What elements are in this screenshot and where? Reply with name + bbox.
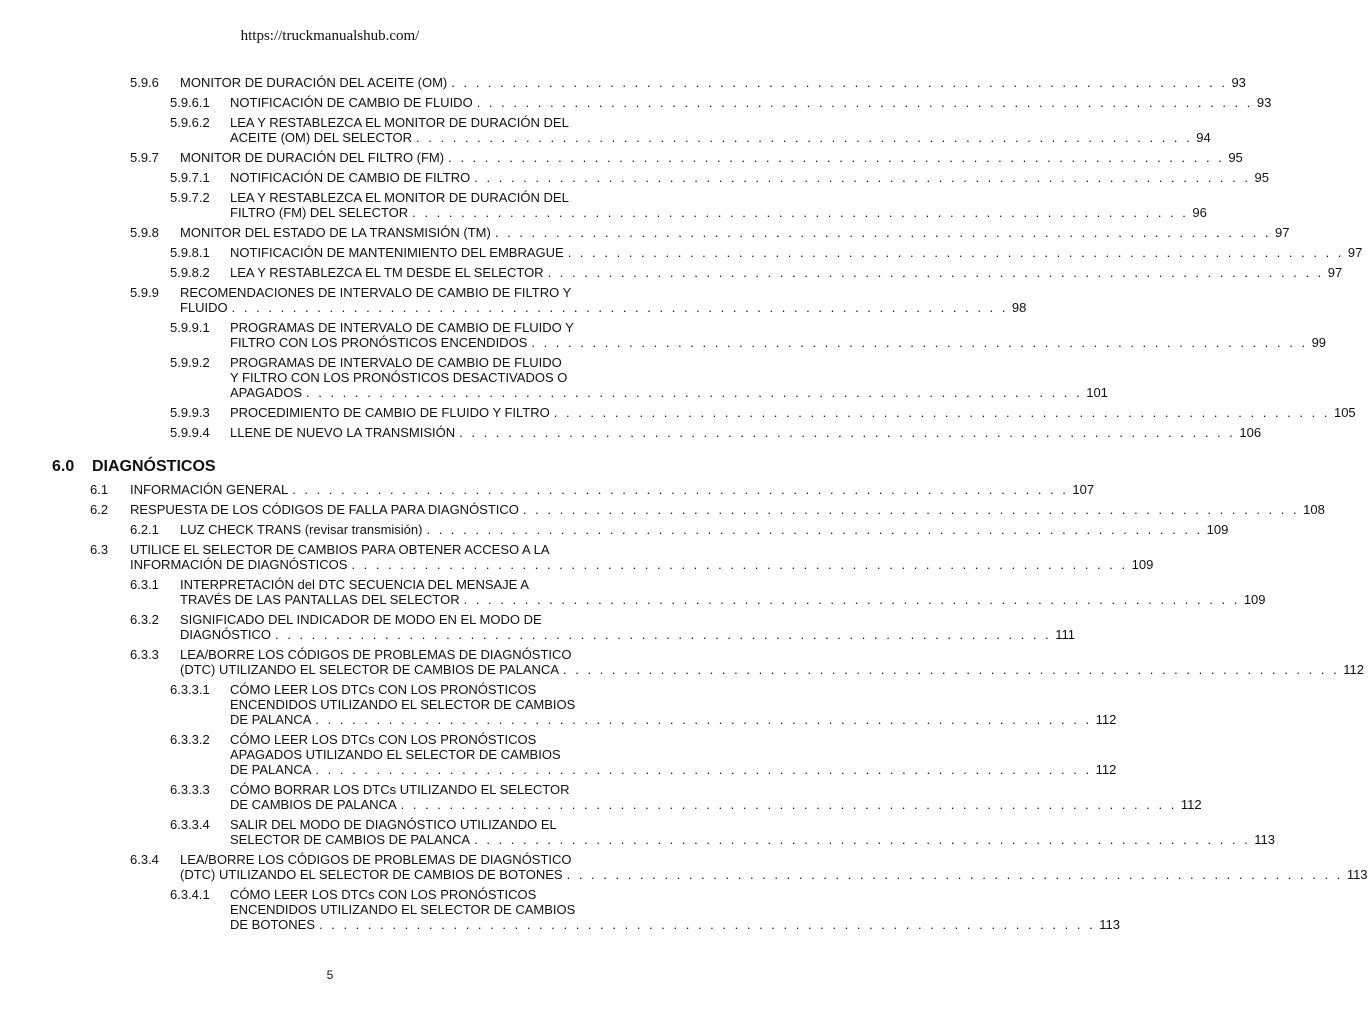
- toc-entry-title-line: SIGNIFICADO DEL INDICADOR DE MODO EN EL MODO DE: [180, 612, 542, 627]
- toc-entry[interactable]: [130, 647, 1364, 677]
- toc-entry[interactable]: [130, 522, 1229, 537]
- toc-entry[interactable]: [170, 170, 1269, 185]
- toc-entry-number: 6.3.4.1: [170, 887, 210, 902]
- toc-entry[interactable]: [130, 225, 1290, 240]
- toc-entry-title-line: PROCEDIMIENTO DE CAMBIO DE FLUIDO Y FILTRO: [230, 405, 550, 420]
- toc-entry-number: 5.9.6.1: [170, 95, 210, 110]
- toc-entry-number: 5.9.7.1: [170, 170, 210, 185]
- dot-leader: . . . . . . . . . . . . . . . . . . . . . . . . . . . . . . . . . . . . . . . . . . . . . . . . . . . . . . . . . . . . . . . .: [292, 482, 1069, 497]
- dot-leader: . . . . . . . . . . . . . . . . . . . . . . . . . . . . . . . . . . . . . . . . . . . . . . . . . . . . . . . . . . . . . . . .: [531, 335, 1308, 350]
- toc-entry[interactable]: [170, 115, 1211, 145]
- toc-entry-page: 108: [1303, 502, 1325, 517]
- toc-entry-page: 101: [1086, 385, 1108, 400]
- toc-entry-number: 5.9.8.1: [170, 245, 210, 260]
- toc-entry-page: 111: [1055, 627, 1075, 642]
- toc-entry-body: [130, 482, 1095, 497]
- toc-entry-page: 97: [1275, 225, 1290, 240]
- toc-entry-body: [230, 170, 1269, 185]
- toc-entry-number: 6.3.3.4: [170, 817, 210, 832]
- toc-entry-title-line: Y FILTRO CON LOS PRONÓSTICOS DESACTIVADOS O: [230, 370, 568, 385]
- toc-entry-number: 6.3.4: [130, 852, 159, 867]
- toc-entry-title-line: APAGADOS: [230, 385, 303, 400]
- toc-entry-number: 6.3.3: [130, 647, 159, 662]
- toc-entry-body: [180, 522, 1229, 537]
- dot-leader: . . . . . . . . . . . . . . . . . . . . . . . . . . . . . . . . . . . . . . . . . . . . . . . . . . . . . . . . . . . . . . . .: [476, 95, 1253, 110]
- toc-entry-title-line: LLENE DE NUEVO LA TRANSMISIÓN: [230, 425, 456, 440]
- toc-entry-title-line: APAGADOS UTILIZANDO EL SELECTOR DE CAMBIOS: [230, 747, 561, 762]
- toc-entry[interactable]: [170, 682, 1117, 727]
- toc-entry-title-line: PROGRAMAS DE INTERVALO DE CAMBIO DE FLUIDO: [230, 355, 562, 370]
- toc-entry-number: 6.3.2: [130, 612, 159, 627]
- toc-entry-title-line: LUZ CHECK TRANS (revisar transmisión): [180, 522, 423, 537]
- toc-entry-number: 5.9.6: [130, 75, 159, 90]
- toc-entry-number: 6.2.1: [130, 522, 159, 537]
- toc-entry[interactable]: [170, 320, 1327, 350]
- toc-entry-number: 6.3: [90, 542, 109, 557]
- toc-entry-page: 112: [1095, 712, 1117, 727]
- toc-entry-page: 106: [1239, 425, 1262, 440]
- dot-leader: . . . . . . . . . . . . . . . . . . . . . . . . . . . . . . . . . . . . . . . . . . . . . . . . . . . . . . . . . . . . . . . .: [463, 592, 1240, 607]
- dot-leader: . . . . . . . . . . . . . . . . . . . . . . . . . . . . . . . . . . . . . . . . . . . . . . . . . . . . . . . . . . . . . . . .: [306, 385, 1083, 400]
- toc-entry-title-line: DE BOTONES: [230, 917, 316, 932]
- dot-leader: . . . . . . . . . . . . . . . . . . . . . . . . . . . . . . . . . . . . . . . . . . . . . . . . . . . . . . . . . . . . . . . .: [459, 425, 1236, 440]
- toc-entry-body: [130, 502, 1325, 517]
- toc-entry-body: [180, 150, 1243, 165]
- toc-entry-number: 6.1: [90, 482, 109, 497]
- toc-entry-title-line: CÓMO BORRAR LOS DTCs UTILIZANDO EL SELECTOR: [230, 782, 570, 797]
- toc-entry-body: [230, 190, 1207, 220]
- toc-entry-page: 105: [1333, 405, 1356, 420]
- section-heading: [52, 458, 216, 476]
- toc-entry-title-line: (DTC) UTILIZANDO EL SELECTOR DE CAMBIOS DE PALANCA: [180, 662, 559, 677]
- toc-entry-title-line: CÓMO LEER LOS DTCs CON LOS PRONÓSTICOS: [230, 732, 537, 747]
- toc-entry-number: 5.9.8: [130, 225, 159, 240]
- toc-entry-page: 113: [1346, 867, 1368, 882]
- dot-leader: . . . . . . . . . . . . . . . . . . . . . . . . . . . . . . . . . . . . . . . . . . . . . . . . . . . . . . . . . . . . . . . .: [451, 75, 1228, 90]
- toc-entry-body: [230, 320, 1327, 350]
- toc-entry-title-line: INFORMACIÓN GENERAL: [130, 482, 289, 497]
- dot-leader: . . . . . . . . . . . . . . . . . . . . . . . . . . . . . . . . . . . . . . . . . . . . . . . . . . . . . . . . . . . . . . . .: [566, 867, 1343, 882]
- toc-entry-title-line: (DTC) UTILIZANDO EL SELECTOR DE CAMBIOS DE BOTONES: [180, 867, 563, 882]
- toc-entry-page: 97: [1327, 265, 1343, 280]
- toc-entry-body: [180, 75, 1246, 90]
- page-number: 5: [326, 968, 334, 982]
- dot-leader: . . . . . . . . . . . . . . . . . . . . . . . . . . . . . . . . . . . . . . . . . . . . . . . . . . . . . . . . . . . . . . . .: [547, 265, 1324, 280]
- toc-entry-body: [180, 577, 1266, 607]
- toc-entry-title-line: CÓMO LEER LOS DTCs CON LOS PRONÓSTICOS: [230, 887, 537, 902]
- toc-entry-title-line: ENCENDIDOS UTILIZANDO EL SELECTOR DE CAMBIOS: [230, 902, 576, 917]
- dot-leader: . . . . . . . . . . . . . . . . . . . . . . . . . . . . . . . . . . . . . . . . . . . . . . . . . . . . . . . . . . . . . . . .: [400, 797, 1177, 812]
- toc-entry-body: [230, 115, 1211, 145]
- toc-entry-number: 5.9.7: [130, 150, 159, 165]
- toc-entry-body: [230, 732, 1117, 777]
- toc-entry-title-line: INFORMACIÓN DE DIAGNÓSTICOS: [130, 557, 348, 572]
- toc-entry-body: [230, 682, 1117, 727]
- toc-entry-title-line: LEA/BORRE LOS CÓDIGOS DE PROBLEMAS DE DIAGNÓSTICO: [180, 647, 572, 662]
- toc-entry-page: 95: [1254, 170, 1269, 185]
- toc-entry-body: [230, 887, 1120, 932]
- dot-leader: . . . . . . . . . . . . . . . . . . . . . . . . . . . . . . . . . . . . . . . . . . . . . . . . . . . . . . . . . . . . . . . .: [448, 150, 1225, 165]
- toc-entry-page: 98: [1011, 300, 1027, 315]
- toc-entry-number: 5.9.9.3: [170, 405, 210, 420]
- toc-entry-number: 5.9.9: [130, 285, 159, 300]
- toc-entry-number: 5.9.9.1: [170, 320, 210, 335]
- toc-entry[interactable]: [170, 405, 1356, 420]
- toc-entry-number: 5.9.9.2: [170, 355, 210, 370]
- toc-entry-page: 109: [1243, 592, 1266, 607]
- toc-entry-title-line: DE PALANCA: [230, 712, 312, 727]
- toc-entry-page: 96: [1192, 205, 1207, 220]
- toc-entry-number: 6.3.3.1: [170, 682, 210, 697]
- toc-entry[interactable]: [90, 502, 1325, 517]
- toc-entry[interactable]: [170, 95, 1272, 110]
- toc-entry-page: 109: [1131, 557, 1154, 572]
- toc-entry-page: 94: [1196, 130, 1211, 145]
- toc-entry-body: [180, 285, 1027, 315]
- toc-entry[interactable]: [130, 285, 1027, 315]
- toc-entry-title-line: LEA Y RESTABLEZCA EL MONITOR DE DURACIÓN DEL: [230, 115, 569, 130]
- toc-entry[interactable]: [90, 482, 1095, 497]
- toc-entry[interactable]: [130, 75, 1246, 90]
- toc-entry-body: [180, 647, 1364, 677]
- toc-entry-page: 113: [1254, 832, 1276, 847]
- toc-entry[interactable]: [130, 612, 1075, 642]
- dot-leader: . . . . . . . . . . . . . . . . . . . . . . . . . . . . . . . . . . . . . . . . . . . . . . . . . . . . . . . . . . . . . . . .: [319, 917, 1096, 932]
- dot-leader: . . . . . . . . . . . . . . . . . . . . . . . . . . . . . . . . . . . . . . . . . . . . . . . . . . . . . . . . . . . . . . . .: [315, 762, 1092, 777]
- toc-entry-page: 112: [1180, 797, 1202, 812]
- toc-entry[interactable]: [170, 190, 1207, 220]
- dot-leader: . . . . . . . . . . . . . . . . . . . . . . . . . . . . . . . . . . . . . . . . . . . . . . . . . . . . . . . . . . . . . . . .: [412, 205, 1189, 220]
- dot-leader: . . . . . . . . . . . . . . . . . . . . . . . . . . . . . . . . . . . . . . . . . . . . . . . . . . . . . . . . . . . . . . . .: [563, 662, 1340, 677]
- toc-entry-number: 6.2: [90, 502, 109, 517]
- toc-entry-title-line: RECOMENDACIONES DE INTERVALO DE CAMBIO DE FILTRO Y: [180, 285, 572, 300]
- dot-leader: . . . . . . . . . . . . . . . . . . . . . . . . . . . . . . . . . . . . . . . . . . . . . . . . . . . . . . . . . . . . . . . .: [426, 522, 1203, 537]
- toc-entry-title-line: INTERPRETACIÓN del DTC SECUENCIA DEL MENSAJE A: [180, 577, 529, 592]
- dot-leader: . . . . . . . . . . . . . . . . . . . . . . . . . . . . . . . . . . . . . . . . . . . . . . . . . . . . . . . . . . . . . . . .: [553, 405, 1330, 420]
- toc-entry-body: [230, 95, 1272, 110]
- toc-entry-title-line: SALIR DEL MODO DE DIAGNÓSTICO UTILIZANDO EL: [230, 817, 557, 832]
- toc-entry-body: [180, 612, 1075, 642]
- toc-entry-body: [230, 355, 1108, 400]
- toc-entry-title-line: MONITOR DE DURACIÓN DEL ACEITE (OM): [180, 75, 448, 90]
- toc-entry-number: 6.3.1: [130, 577, 159, 592]
- toc-entry-page: 109: [1206, 522, 1229, 537]
- dot-leader: . . . . . . . . . . . . . . . . . . . . . . . . . . . . . . . . . . . . . . . . . . . . . . . . . . . . . . . . . . . . . . . .: [275, 627, 1052, 642]
- toc-entry-body: [230, 265, 1343, 280]
- toc-entry-body: [230, 782, 1202, 812]
- dot-leader: . . . . . . . . . . . . . . . . . . . . . . . . . . . . . . . . . . . . . . . . . . . . . . . . . . . . . . . . . . . . . . . .: [474, 832, 1251, 847]
- toc-entry-title-line: SELECTOR DE CAMBIOS DE PALANCA: [230, 832, 471, 847]
- section-heading-number: 6.0: [52, 458, 75, 475]
- toc-entry-page: 107: [1072, 482, 1095, 497]
- section-heading-title: DIAGNÓSTICOS: [92, 458, 216, 475]
- toc-entry-title-line: UTILICE EL SELECTOR DE CAMBIOS PARA OBTENER ACCESO A LA: [130, 542, 550, 557]
- toc-entry-title-line: FILTRO CON LOS PRONÓSTICOS ENCENDIDOS: [230, 335, 528, 350]
- dot-leader: . . . . . . . . . . . . . . . . . . . . . . . . . . . . . . . . . . . . . . . . . . . . . . . . . . . . . . . . . . . . . . . .: [494, 225, 1272, 240]
- toc-entry-title-line: DIAGNÓSTICO: [180, 627, 272, 642]
- dot-leader: . . . . . . . . . . . . . . . . . . . . . . . . . . . . . . . . . . . . . . . . . . . . . . . . . . . . . . . . . . . . . . . .: [567, 245, 1344, 260]
- toc-entry-title-line: ENCENDIDOS UTILIZANDO EL SELECTOR DE CAMBIOS: [230, 697, 576, 712]
- toc-entry-page: 95: [1228, 150, 1243, 165]
- toc-entry-body: [180, 852, 1368, 882]
- toc-entry[interactable]: [170, 245, 1363, 260]
- toc-entry-title-line: NOTIFICACIÓN DE MANTENIMIENTO DEL EMBRAGUE: [230, 245, 564, 260]
- dot-leader: . . . . . . . . . . . . . . . . . . . . . . . . . . . . . . . . . . . . . . . . . . . . . . . . . . . . . . . . . . . . . . . .: [474, 170, 1251, 185]
- toc-entry-title-line: NOTIFICACIÓN DE CAMBIO DE FLUIDO: [230, 95, 473, 110]
- dot-leader: . . . . . . . . . . . . . . . . . . . . . . . . . . . . . . . . . . . . . . . . . . . . . . . . . . . . . . . . . . . . . . . .: [522, 502, 1300, 517]
- toc-entry-page: 99: [1311, 335, 1327, 350]
- toc-entry-page: 97: [1347, 245, 1363, 260]
- site-url: https://truckmanualshub.com/: [240, 28, 420, 44]
- toc-entry-body: [230, 405, 1356, 420]
- toc-entry-title-line: DE PALANCA: [230, 762, 312, 777]
- toc-entry-page: 113: [1099, 917, 1120, 932]
- toc-entry-body: [180, 225, 1290, 240]
- toc-entry[interactable]: [170, 265, 1343, 280]
- toc-entry[interactable]: [170, 732, 1117, 777]
- toc-entry-title-line: MONITOR DE DURACIÓN DEL FILTRO (FM): [180, 150, 445, 165]
- toc-entry-number: 5.9.9.4: [170, 425, 210, 440]
- toc-entry[interactable]: [130, 150, 1243, 165]
- toc-entry[interactable]: [170, 887, 1120, 932]
- toc-entry-number: 5.9.7.2: [170, 190, 210, 205]
- toc-entry-title-line: FILTRO (FM) DEL SELECTOR: [230, 205, 409, 220]
- toc-entry[interactable]: [170, 782, 1202, 812]
- dot-leader: . . . . . . . . . . . . . . . . . . . . . . . . . . . . . . . . . . . . . . . . . . . . . . . . . . . . . . . . . . . . . . . .: [231, 300, 1008, 315]
- toc-entry-title-line: LEA Y RESTABLEZCA EL MONITOR DE DURACIÓN DEL: [230, 190, 569, 205]
- toc-entry-number: 6.3.3.2: [170, 732, 210, 747]
- toc-entry-title-line: NOTIFICACIÓN DE CAMBIO DE FILTRO: [230, 170, 471, 185]
- toc-entry-page: 93: [1256, 95, 1272, 110]
- dot-leader: . . . . . . . . . . . . . . . . . . . . . . . . . . . . . . . . . . . . . . . . . . . . . . . . . . . . . . . . . . . . . . . .: [416, 130, 1193, 145]
- toc-entry-title-line: DE CAMBIOS DE PALANCA: [230, 797, 397, 812]
- toc-entry-title-line: RESPUESTA DE LOS CÓDIGOS DE FALLA PARA DIAGNÓSTICO: [130, 502, 519, 517]
- toc-entry-page: 112: [1343, 662, 1364, 677]
- toc-entry-title-line: FLUIDO: [180, 300, 228, 315]
- toc-entry-number: 6.3.3.3: [170, 782, 210, 797]
- toc-entry-page: 112: [1095, 762, 1117, 777]
- toc-entry-number: 5.9.6.2: [170, 115, 210, 130]
- toc-entry-body: [230, 245, 1363, 260]
- toc-entry-body: [230, 425, 1262, 440]
- toc-entry[interactable]: [170, 817, 1276, 847]
- dot-leader: . . . . . . . . . . . . . . . . . . . . . . . . . . . . . . . . . . . . . . . . . . . . . . . . . . . . . . . . . . . . . . . .: [315, 712, 1092, 727]
- toc-entry[interactable]: [130, 852, 1368, 882]
- toc-entry[interactable]: [170, 355, 1108, 400]
- toc-entry-title-line: TRAVÉS DE LAS PANTALLAS DEL SELECTOR: [180, 592, 460, 607]
- toc-entry[interactable]: [90, 542, 1154, 572]
- toc-entry-title-line: MONITOR DEL ESTADO DE LA TRANSMISIÓN (TM): [180, 225, 491, 240]
- toc-entry-title-line: LEA Y RESTABLEZCA EL TM DESDE EL SELECTOR: [230, 265, 544, 280]
- toc-entry-title-line: PROGRAMAS DE INTERVALO DE CAMBIO DE FLUIDO Y: [230, 320, 574, 335]
- toc-entry-body: [230, 817, 1276, 847]
- toc-entry-page: 93: [1231, 75, 1246, 90]
- toc-entry-number: 5.9.8.2: [170, 265, 210, 280]
- toc-entry-body: [130, 542, 1154, 572]
- toc-entry-title-line: LEA/BORRE LOS CÓDIGOS DE PROBLEMAS DE DIAGNÓSTICO: [180, 852, 572, 867]
- toc-entry-title-line: ACEITE (OM) DEL SELECTOR: [230, 130, 413, 145]
- toc-entry[interactable]: [170, 425, 1262, 440]
- toc-entry[interactable]: [130, 577, 1266, 607]
- toc-entry-title-line: CÓMO LEER LOS DTCs CON LOS PRONÓSTICOS: [230, 682, 537, 697]
- dot-leader: . . . . . . . . . . . . . . . . . . . . . . . . . . . . . . . . . . . . . . . . . . . . . . . . . . . . . . . . . . . . . . . .: [351, 557, 1128, 572]
